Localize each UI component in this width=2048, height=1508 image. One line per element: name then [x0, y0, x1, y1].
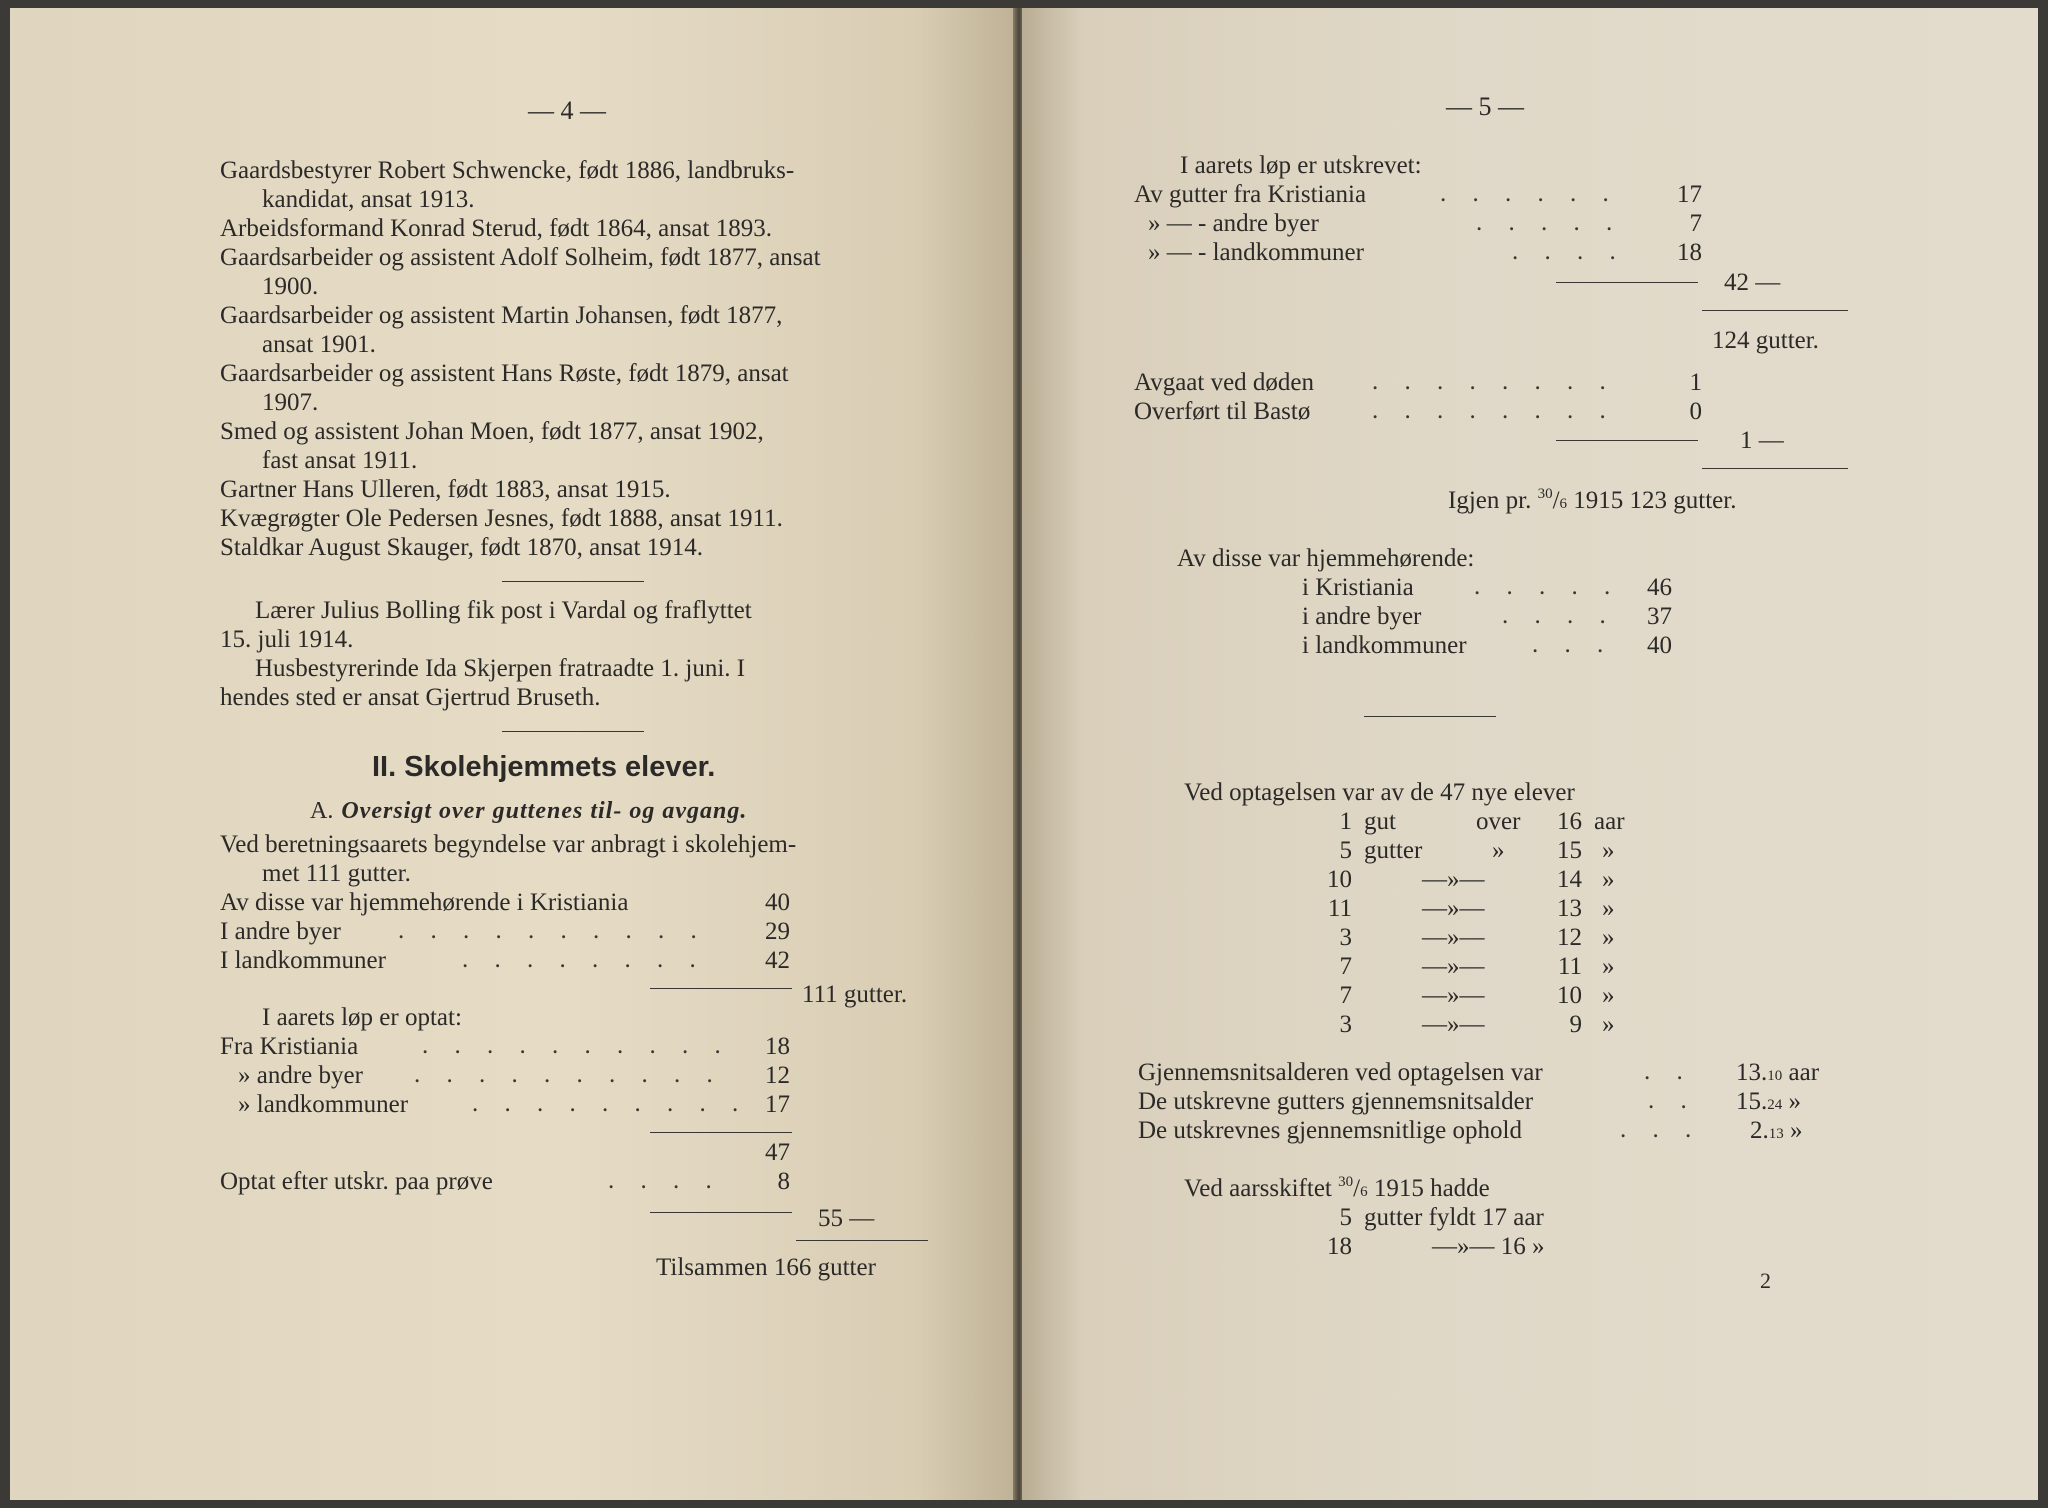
origin-value: 29 [765, 918, 790, 945]
origin-value: 42 [765, 947, 790, 974]
staff-line: Gaardsarbeider og assistent Martin Johansen, født 1877, [220, 302, 783, 329]
origin-value: 40 [765, 889, 790, 916]
sum-rule [1702, 310, 1848, 311]
age-value: 16 [1557, 808, 1582, 835]
discharged-value: 18 [1677, 239, 1702, 266]
intake-subtotal: 47 [765, 1139, 790, 1166]
sum-rule [650, 1132, 792, 1133]
discharged-total: 42 — [1724, 269, 1781, 296]
home-label: i landkommuner [1302, 632, 1467, 659]
average-value: 15.24 » [1736, 1088, 1801, 1115]
page-number-right: — 5 — [1446, 92, 1524, 121]
remaining-after-discharge: 124 gutter. [1712, 327, 1819, 354]
age-suffix: » [1602, 866, 1615, 893]
intake-label: Fra Kristiania [220, 1033, 359, 1060]
age-count: 3 [1339, 924, 1352, 951]
origin-total: 111 gutter. [802, 981, 908, 1008]
home-intro: Av disse var hjemmehørende: [1177, 545, 1475, 572]
average-frac: 10 [1767, 1068, 1783, 1084]
note-line: Husbestyrerinde Ida Skjerpen fratraadte 1. juni. I [255, 655, 746, 682]
intake-value: 18 [765, 1033, 790, 1060]
divider [502, 581, 644, 582]
signature-mark: 2 [1760, 1268, 1771, 1293]
staff-line: Arbeidsformand Konrad Sterud, født 1864, ansat 1893. [220, 215, 772, 242]
age-count: 7 [1339, 953, 1352, 980]
age-value: 14 [1557, 866, 1582, 893]
age-suffix: » [1602, 895, 1615, 922]
discharged-value: 17 [1677, 181, 1702, 208]
average-value: 13.10 aar [1736, 1059, 1820, 1086]
leader-dots: . . . . . . . . . . [414, 1061, 723, 1088]
remaining-suffix: 1915 123 gutter. [1573, 487, 1737, 514]
leader-dots: . . . . . [1474, 573, 1621, 600]
divider [1364, 716, 1496, 717]
average-whole: 2 [1750, 1117, 1763, 1144]
age-rel: over [1476, 808, 1521, 835]
leader-dots: . . . . [1512, 238, 1626, 265]
age-value: 11 [1557, 953, 1582, 980]
staff-line: Gaardsarbeider og assistent Hans Røste, født 1879, ansat [220, 360, 789, 387]
note-line: Lærer Julius Bolling fik post i Vardal og fraflyttet [255, 597, 752, 624]
left-page [10, 8, 1015, 1500]
staff-line: fast ansat 1911. [262, 447, 418, 474]
yearend-text: gutter fyldt 17 aar [1364, 1204, 1544, 1231]
intake-value: 17 [765, 1091, 790, 1118]
age-rel: » [1492, 837, 1505, 864]
right-page [1022, 8, 2038, 1500]
age-suffix: » [1602, 837, 1615, 864]
average-unit: » [1788, 1088, 1801, 1115]
open-book [10, 8, 2038, 1500]
age-value: 9 [1569, 1011, 1582, 1038]
intro-line: met 111 gutter. [262, 860, 411, 887]
leader-dots: . . . . . . . . [462, 946, 706, 973]
age-unit: gut [1364, 808, 1396, 835]
discharged-label: Av gutter fra Kristiania [1134, 181, 1367, 208]
home-label: i andre byer [1302, 603, 1422, 630]
leader-dots: . . . [1620, 1116, 1702, 1143]
yearend-prefix: Ved aarsskiftet [1184, 1175, 1332, 1202]
age-suffix: » [1602, 924, 1615, 951]
origin-label: Av disse var hjemmehørende i Kristiania [220, 889, 629, 916]
average-whole: 15 [1736, 1088, 1761, 1115]
age-count: 5 [1339, 837, 1352, 864]
intake-intro: I aarets løp er optat: [262, 1004, 462, 1031]
origin-label: I andre byer [220, 918, 341, 945]
sum-rule [650, 988, 792, 989]
age-count: 1 [1339, 808, 1352, 835]
date-day: 30 [1338, 1174, 1354, 1190]
sum-rule [650, 1212, 792, 1213]
age-rel: —»— [1422, 866, 1485, 893]
sum-rule [1556, 282, 1698, 283]
discharged-label: » — - andre byer [1148, 210, 1319, 237]
average-label: De utskrevne gutters gjennemsnitsalder [1138, 1088, 1534, 1115]
yearend-suffix: 1915 hadde [1373, 1175, 1490, 1202]
age-count: 7 [1339, 982, 1352, 1009]
age-suffix: aar [1594, 808, 1625, 835]
sum-rule [796, 1240, 928, 1241]
age-value: 15 [1557, 837, 1582, 864]
age-suffix: » [1602, 1011, 1615, 1038]
staff-line: Gaardsarbeider og assistent Adolf Solheim, født 1877, ansat [220, 244, 821, 271]
loss-label: Overført til Bastø [1134, 398, 1311, 425]
age-rel: —»— [1422, 953, 1485, 980]
yearend-line: Ved aarsskiftet $^{30}$/6 1915 hadde [1184, 1174, 1490, 1202]
age-value: 13 [1557, 895, 1582, 922]
leader-dots: . . . . [1502, 602, 1616, 629]
intro-line: Ved beretningsaarets begyndelse var anbragt i skolehjem- [220, 831, 797, 858]
staff-line: ansat 1901. [262, 331, 376, 358]
average-unit: » [1790, 1117, 1803, 1144]
staff-line: 1907. [262, 389, 319, 416]
discharged-value: 7 [1689, 210, 1702, 237]
intake-label: » landkommuner [238, 1091, 409, 1118]
section-heading: II. Skolehjemmets elever. [372, 751, 716, 783]
age-suffix: » [1602, 953, 1615, 980]
staff-line: Staldkar August Skauger, født 1870, ansat 1914. [220, 534, 703, 561]
discharged-label: » — - landkommuner [1148, 239, 1364, 266]
sum-rule [1702, 468, 1848, 469]
age-value: 10 [1557, 982, 1582, 1009]
average-label: Gjennemsnitsalderen ved optagelsen var [1138, 1059, 1543, 1086]
age-value: 12 [1557, 924, 1582, 951]
home-value: 40 [1647, 632, 1672, 659]
note-line: hendes sted er ansat Gjertrud Bruseth. [220, 684, 601, 711]
age-rel: —»— [1422, 982, 1485, 1009]
loss-total: 1 — [1740, 427, 1784, 454]
leader-dots: . . . . . . [1440, 180, 1619, 207]
grand-total: Tilsammen 166 gutter [656, 1254, 876, 1281]
subheading-prefix: A. [310, 798, 334, 824]
discharged-intro: I aarets løp er utskrevet: [1180, 152, 1422, 179]
leader-dots: . . . . . . . . . [472, 1090, 749, 1117]
sum-rule [1556, 440, 1698, 441]
note-line: 15. juli 1914. [220, 626, 354, 653]
staff-line: Smed og assistent Johan Moen, født 1877, ansat 1902, [220, 418, 764, 445]
subheading [310, 798, 747, 825]
leader-dots: . . . . . . . . . . [398, 917, 707, 944]
age-count: 11 [1327, 895, 1352, 922]
yearend-count: 18 [1327, 1233, 1352, 1260]
date-day: 30 [1537, 486, 1553, 502]
date-month: 6 [1360, 1184, 1368, 1200]
origin-label: I landkommuner [220, 947, 386, 974]
staff-line: Gaardsbestyrer Robert Schwencke, født 1886, landbruks- [220, 157, 795, 184]
average-unit: aar [1788, 1059, 1820, 1086]
staff-line: kandidat, ansat 1913. [262, 186, 475, 213]
loss-value: 1 [1689, 369, 1702, 396]
loss-label: Avgaat ved døden [1134, 369, 1315, 396]
age-unit: gutter [1364, 837, 1423, 864]
home-value: 46 [1647, 574, 1672, 601]
trial-label: Optat efter utskr. paa prøve [220, 1168, 493, 1195]
intake-label: » andre byer [238, 1062, 363, 1089]
average-frac: 13 [1768, 1126, 1784, 1142]
leader-dots: . . . . . . . . [1372, 397, 1616, 424]
leader-dots: . . . . . . . . . . [422, 1032, 731, 1059]
average-whole: 13 [1736, 1059, 1761, 1086]
yearend-text: —»— 16 » [1432, 1233, 1545, 1260]
home-value: 37 [1647, 603, 1672, 630]
age-rel: —»— [1422, 924, 1485, 951]
intake-value: 12 [765, 1062, 790, 1089]
divider [502, 731, 644, 732]
age-intro: Ved optagelsen var av de 47 nye elever [1184, 779, 1575, 806]
age-rel: —»— [1422, 895, 1485, 922]
remaining-prefix: Igjen pr. [1448, 487, 1532, 514]
staff-line: Gartner Hans Ulleren, født 1883, ansat 1915. [220, 476, 671, 503]
leader-dots: . . . . . [1476, 209, 1623, 236]
date-month: 6 [1559, 496, 1568, 512]
home-label: i Kristiania [1302, 574, 1414, 601]
trial-value: 8 [777, 1168, 790, 1195]
age-count: 10 [1327, 866, 1352, 893]
average-label: De utskrevnes gjennemsnitlige ophold [1138, 1117, 1522, 1144]
remaining-line: Igjen pr. $^{30}$/6 1915 123 gutter. [1448, 486, 1737, 514]
average-value: 2.13 » [1750, 1117, 1803, 1144]
staff-line: 1900. [262, 273, 319, 300]
leader-dots: . . . . [608, 1167, 722, 1194]
page-number-left: — 4 — [528, 96, 606, 125]
leader-dots: . . . [1532, 631, 1614, 658]
leader-dots: . . [1648, 1087, 1697, 1114]
loss-value: 0 [1689, 398, 1702, 425]
intake-total: 55 — [818, 1205, 875, 1232]
staff-line: Kvægrøgter Ole Pedersen Jesnes, født 1888, ansat 1911. [220, 505, 783, 532]
subheading-text: Oversigt over guttenes til- og avgang. [341, 798, 748, 824]
age-count: 3 [1339, 1011, 1352, 1038]
leader-dots: . . . . . . . . [1372, 368, 1616, 395]
age-rel: —»— [1422, 1011, 1485, 1038]
age-suffix: » [1602, 982, 1615, 1009]
yearend-count: 5 [1339, 1204, 1352, 1231]
leader-dots: . . [1644, 1058, 1693, 1085]
average-frac: 24 [1767, 1097, 1783, 1113]
